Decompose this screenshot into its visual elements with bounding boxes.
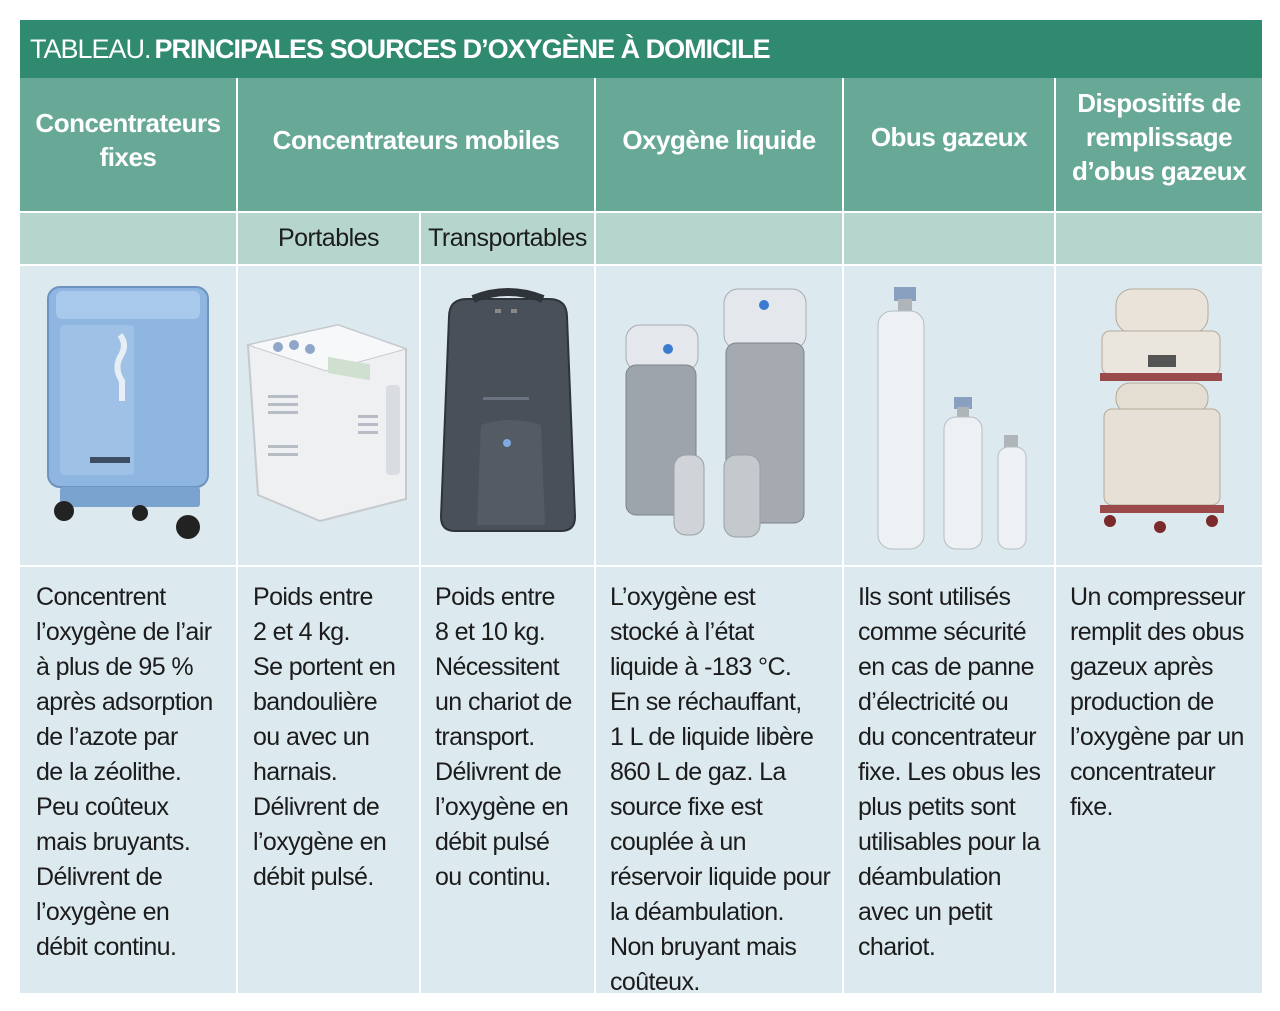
fixed-concentrator-image bbox=[20, 265, 236, 566]
transportable-concentrator-image bbox=[421, 265, 594, 566]
description-refill: Un compresseur remplit des obus gazeux après production de l’oxygène par un concentrateur fixe. bbox=[1070, 583, 1245, 821]
divider bbox=[20, 211, 1262, 213]
gas-cylinders-image bbox=[844, 265, 1054, 566]
divider bbox=[419, 212, 421, 993]
header-refill-devices: Dispositifs de remplissage d’obus gazeux bbox=[1071, 88, 1247, 186]
header-row bbox=[20, 78, 1262, 212]
header-mobile-concentrators: Concentrateurs mobiles bbox=[272, 125, 560, 155]
description-fixed: Concentrent l’oxygène de l’air à plus de 95 % après adsorption de l’azote par de la zéolithe. Peu coûteux mais bruyants. Délivrent de l’oxygène en débit continu. bbox=[36, 583, 213, 961]
table-title-main: PRINCIPALES SOURCES D’OXYGÈNE À DOMICILE bbox=[154, 33, 770, 64]
description-row bbox=[20, 566, 1262, 996]
divider bbox=[20, 264, 1262, 266]
divider bbox=[20, 565, 1262, 567]
divider bbox=[236, 78, 238, 993]
portable-concentrator-image bbox=[238, 265, 419, 566]
table-title bbox=[20, 20, 1262, 78]
description-liquid: L’oxygène est stocké à l’état liquide à -183 °C. En se réchauffant, 1 L de liquide libère 860 L de gaz. La source fixe est couplée à un réservoir liquide pour la déambulation. Non bruyant mais coûteux. bbox=[610, 583, 831, 996]
header-liquid-oxygen: Oxygène liquide bbox=[622, 125, 816, 155]
description-gas: Ils sont utilisés comme sécurité en cas de panne d’électricité ou du concentrateur fixe. Les obus les plus petits sont utilisables pour la déambulation avec un petit chariot. bbox=[858, 583, 1041, 961]
divider bbox=[842, 78, 844, 993]
description-transportable: Poids entre 8 et 10 kg. Nécessitent un chariot de transport. Délivrent de l’oxygène en débit pulsé ou continu. bbox=[435, 583, 572, 891]
subheader-transportable: Transportables bbox=[428, 224, 587, 252]
description-portable: Poids entre 2 et 4 kg. Se portent en bandoulière ou avec un harnais. Délivrent de l’oxygène en débit pulsé. bbox=[253, 583, 396, 891]
liquid-oxygen-image bbox=[596, 265, 842, 566]
divider bbox=[594, 78, 596, 993]
refill-device-image bbox=[1056, 265, 1262, 566]
table-title-prefix: TABLEAU. bbox=[30, 33, 151, 64]
divider bbox=[1054, 78, 1056, 993]
subheader-portable: Portables bbox=[277, 224, 380, 252]
image-row bbox=[20, 265, 1262, 566]
subheader-row bbox=[20, 212, 1262, 265]
header-gas-cylinders: Obus gazeux bbox=[870, 122, 1028, 152]
oxygen-sources-table bbox=[20, 20, 1262, 996]
header-fixed-concentrators: Concentrateurs fixes bbox=[35, 108, 221, 172]
